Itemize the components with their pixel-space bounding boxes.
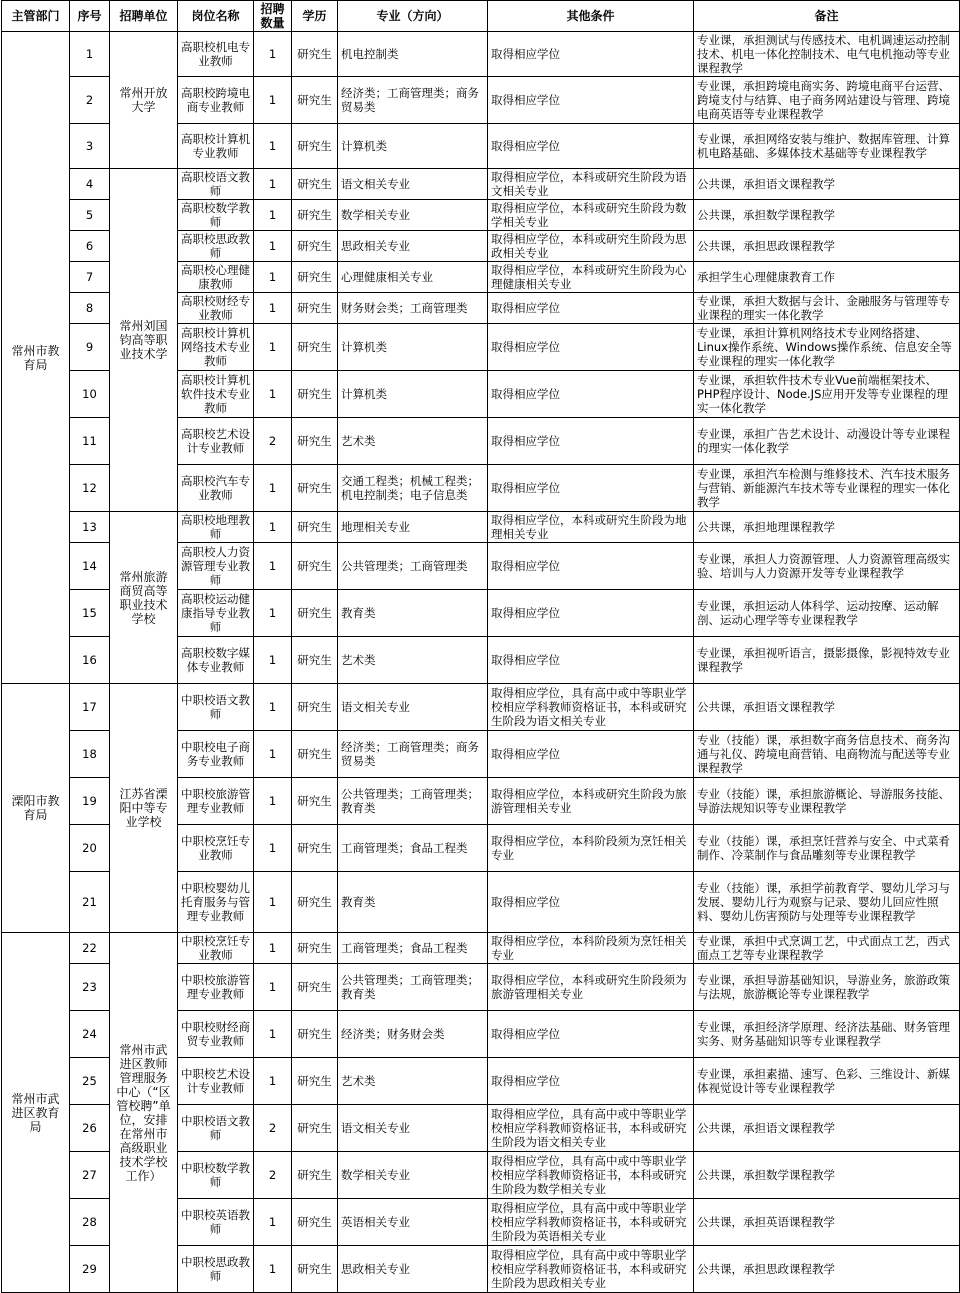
table-row xyxy=(2,933,960,964)
notes-cell: 公共课，承担语文课程教学 xyxy=(694,684,960,731)
row-number: 3 xyxy=(70,124,110,169)
notes-cell: 专业课，承担计算机网络技术专业网络搭建、Linux操作系统、Windows操作系统、信息安全等专业课程的理实一体化教学 xyxy=(694,324,960,371)
count-cell: 1 xyxy=(254,231,292,262)
conditions-cell: 取得相应学位 xyxy=(488,371,694,418)
table-row xyxy=(2,512,960,543)
education-cell: 研究生 xyxy=(292,1246,338,1293)
table-body xyxy=(2,32,960,1293)
position-cell: 高职校计算机网络技术专业教师 xyxy=(178,324,254,371)
position-cell: 高职校汽车专业教师 xyxy=(178,465,254,512)
major-cell: 经济类；工商管理类；商务贸易类 xyxy=(338,731,488,778)
count-cell: 1 xyxy=(254,324,292,371)
count-cell: 2 xyxy=(254,1105,292,1152)
education-cell: 研究生 xyxy=(292,684,338,731)
major-cell: 教育类 xyxy=(338,590,488,637)
major-cell: 经济类；财务财会类 xyxy=(338,1011,488,1058)
row-number: 18 xyxy=(70,731,110,778)
major-cell: 工商管理类；食品工程类 xyxy=(338,825,488,872)
table-row xyxy=(2,169,960,200)
header-major: 专业（方向） xyxy=(338,1,488,32)
education-cell: 研究生 xyxy=(292,371,338,418)
notes-cell: 专业课，承担软件技术专业Vue前端框架技术、PHP程序设计、Node.JS应用开发等专业课程的理实一体化教学 xyxy=(694,371,960,418)
count-cell: 1 xyxy=(254,512,292,543)
count-cell: 1 xyxy=(254,933,292,964)
row-number: 6 xyxy=(70,231,110,262)
row-number: 5 xyxy=(70,200,110,231)
position-cell: 中职校数学教师 xyxy=(178,1152,254,1199)
count-cell: 2 xyxy=(254,418,292,465)
notes-cell: 公共课，承担语文课程教学 xyxy=(694,169,960,200)
major-cell: 语文相关专业 xyxy=(338,169,488,200)
row-number: 9 xyxy=(70,324,110,371)
conditions-cell: 取得相应学位，本科阶段须为烹饪相关专业 xyxy=(488,933,694,964)
major-cell: 思政相关专业 xyxy=(338,1246,488,1293)
position-cell: 高职校跨境电商专业教师 xyxy=(178,77,254,124)
conditions-cell: 取得相应学位 xyxy=(488,543,694,590)
row-number: 15 xyxy=(70,590,110,637)
major-cell: 语文相关专业 xyxy=(338,1105,488,1152)
education-cell: 研究生 xyxy=(292,933,338,964)
major-cell: 公共管理类；工商管理类；教育类 xyxy=(338,778,488,825)
major-cell: 机电控制类 xyxy=(338,32,488,77)
unit-cell: 常州旅游商贸高等职业技术学校 xyxy=(110,512,178,684)
row-number: 28 xyxy=(70,1199,110,1246)
conditions-cell: 取得相应学位，具有高中或中等职业学校相应学科教师资格证书，本科或研究生阶段为英语相关专业 xyxy=(488,1199,694,1246)
conditions-cell: 取得相应学位 xyxy=(488,293,694,324)
education-cell: 研究生 xyxy=(292,77,338,124)
header-dept: 主管部门 xyxy=(2,1,70,32)
conditions-cell: 取得相应学位，本科或研究生阶段为心理健康相关专业 xyxy=(488,262,694,293)
count-cell: 1 xyxy=(254,731,292,778)
count-cell: 1 xyxy=(254,32,292,77)
row-number: 27 xyxy=(70,1152,110,1199)
position-cell: 中职校思政教师 xyxy=(178,1246,254,1293)
notes-cell: 公共课，承担语文课程教学 xyxy=(694,1105,960,1152)
row-number: 29 xyxy=(70,1246,110,1293)
major-cell: 心理健康相关专业 xyxy=(338,262,488,293)
position-cell: 中职校语文教师 xyxy=(178,684,254,731)
education-cell: 研究生 xyxy=(292,872,338,933)
count-cell: 1 xyxy=(254,293,292,324)
notes-cell: 专业课，承担经济学原理、经济法基础、财务管理实务、财务基础知识等专业课程教学 xyxy=(694,1011,960,1058)
conditions-cell: 取得相应学位 xyxy=(488,324,694,371)
position-cell: 中职校旅游管理专业教师 xyxy=(178,964,254,1011)
major-cell: 艺术类 xyxy=(338,637,488,684)
conditions-cell: 取得相应学位 xyxy=(488,77,694,124)
education-cell: 研究生 xyxy=(292,465,338,512)
notes-cell: 公共课，承担思政课程教学 xyxy=(694,231,960,262)
row-number: 19 xyxy=(70,778,110,825)
count-cell: 1 xyxy=(254,872,292,933)
row-number: 14 xyxy=(70,543,110,590)
dept-cell: 溧阳市教育局 xyxy=(2,684,70,933)
position-cell: 高职校地理教师 xyxy=(178,512,254,543)
count-cell: 1 xyxy=(254,964,292,1011)
major-cell: 地理相关专业 xyxy=(338,512,488,543)
major-cell: 经济类；工商管理类；商务贸易类 xyxy=(338,77,488,124)
major-cell: 思政相关专业 xyxy=(338,231,488,262)
conditions-cell: 取得相应学位，本科或研究生阶段为思政相关专业 xyxy=(488,231,694,262)
count-cell: 1 xyxy=(254,684,292,731)
header-count: 招聘数量 xyxy=(254,1,292,32)
conditions-cell: 取得相应学位 xyxy=(488,418,694,465)
dept-cell: 常州市教育局 xyxy=(2,32,70,684)
notes-cell: 公共课，承担思政课程教学 xyxy=(694,1246,960,1293)
conditions-cell: 取得相应学位，具有高中或中等职业学校相应学科教师资格证书，本科或研究生阶段为语文相关专业 xyxy=(488,684,694,731)
education-cell: 研究生 xyxy=(292,32,338,77)
row-number: 16 xyxy=(70,637,110,684)
count-cell: 1 xyxy=(254,262,292,293)
major-cell: 艺术类 xyxy=(338,1058,488,1105)
major-cell: 公共管理类；工商管理类；教育类 xyxy=(338,964,488,1011)
table-row xyxy=(2,684,960,731)
conditions-cell: 取得相应学位 xyxy=(488,637,694,684)
count-cell: 1 xyxy=(254,1058,292,1105)
major-cell: 计算机类 xyxy=(338,324,488,371)
conditions-cell: 取得相应学位，具有高中或中等职业学校相应学科教师资格证书，本科或研究生阶段为数学相关专业 xyxy=(488,1152,694,1199)
notes-cell: 专业课，承担中式烹调工艺，中式面点工艺，西式面点工艺等专业课程教学 xyxy=(694,933,960,964)
header-unit: 招聘单位 xyxy=(110,1,178,32)
conditions-cell: 取得相应学位 xyxy=(488,1011,694,1058)
header-conditions: 其他条件 xyxy=(488,1,694,32)
position-cell: 高职校计算机软件技术专业教师 xyxy=(178,371,254,418)
major-cell: 计算机类 xyxy=(338,371,488,418)
row-number: 26 xyxy=(70,1105,110,1152)
count-cell: 1 xyxy=(254,371,292,418)
education-cell: 研究生 xyxy=(292,731,338,778)
major-cell: 数学相关专业 xyxy=(338,1152,488,1199)
position-cell: 高职校思政教师 xyxy=(178,231,254,262)
education-cell: 研究生 xyxy=(292,418,338,465)
row-number: 22 xyxy=(70,933,110,964)
position-cell: 中职校烹饪专业教师 xyxy=(178,933,254,964)
notes-cell: 专业（技能）课，承担旅游概论、导游服务技能、导游法规知识等专业课程教学 xyxy=(694,778,960,825)
major-cell: 计算机类 xyxy=(338,124,488,169)
position-cell: 中职校语文教师 xyxy=(178,1105,254,1152)
conditions-cell: 取得相应学位 xyxy=(488,124,694,169)
conditions-cell: 取得相应学位 xyxy=(488,32,694,77)
notes-cell: 专业课，承担网络安装与维护、数据库管理、计算机电路基础、多媒体技术基础等专业课程教学 xyxy=(694,124,960,169)
major-cell: 语文相关专业 xyxy=(338,684,488,731)
notes-cell: 公共课，承担地理课程教学 xyxy=(694,512,960,543)
notes-cell: 专业课，承担大数据与会计、金融服务与管理等专业课程的理实一体化教学 xyxy=(694,293,960,324)
count-cell: 1 xyxy=(254,1199,292,1246)
position-cell: 高职校心理健康教师 xyxy=(178,262,254,293)
major-cell: 英语相关专业 xyxy=(338,1199,488,1246)
conditions-cell: 取得相应学位，具有高中或中等职业学校相应学科教师资格证书，本科或研究生阶段为思政相关专业 xyxy=(488,1246,694,1293)
education-cell: 研究生 xyxy=(292,1058,338,1105)
education-cell: 研究生 xyxy=(292,543,338,590)
position-cell: 中职校婴幼儿托育服务与管理专业教师 xyxy=(178,872,254,933)
education-cell: 研究生 xyxy=(292,1011,338,1058)
count-cell: 1 xyxy=(254,778,292,825)
conditions-cell: 取得相应学位 xyxy=(488,1058,694,1105)
position-cell: 高职校运动健康指导专业教师 xyxy=(178,590,254,637)
count-cell: 1 xyxy=(254,200,292,231)
count-cell: 1 xyxy=(254,169,292,200)
header-row xyxy=(2,1,960,32)
count-cell: 1 xyxy=(254,637,292,684)
education-cell: 研究生 xyxy=(292,1152,338,1199)
unit-cell: 常州开放大学 xyxy=(110,32,178,169)
conditions-cell: 取得相应学位，本科或研究生阶段为数学相关专业 xyxy=(488,200,694,231)
row-number: 4 xyxy=(70,169,110,200)
position-cell: 高职校人力资源管理专业教师 xyxy=(178,543,254,590)
header-notes: 备注 xyxy=(694,1,960,32)
education-cell: 研究生 xyxy=(292,262,338,293)
notes-cell: 专业（技能）课，承担烹饪营养与安全、中式菜肴制作、冷菜制作与食品雕刻等专业课程教学 xyxy=(694,825,960,872)
row-number: 12 xyxy=(70,465,110,512)
notes-cell: 专业（技能）课，承担数字商务信息技术、商务沟通与礼仪、跨境电商营销、电商物流与配送等专业课程教学 xyxy=(694,731,960,778)
count-cell: 1 xyxy=(254,124,292,169)
education-cell: 研究生 xyxy=(292,637,338,684)
conditions-cell: 取得相应学位，本科或研究生阶段为旅游管理相关专业 xyxy=(488,778,694,825)
notes-cell: 公共课，承担英语课程教学 xyxy=(694,1199,960,1246)
notes-cell: 专业课，承担人力资源管理、人力资源管理高级实验、培训与人力资源开发等专业课程教学 xyxy=(694,543,960,590)
position-cell: 高职校数字媒体专业教师 xyxy=(178,637,254,684)
row-number: 20 xyxy=(70,825,110,872)
header-no: 序号 xyxy=(70,1,110,32)
education-cell: 研究生 xyxy=(292,200,338,231)
major-cell: 财务财会类；工商管理类 xyxy=(338,293,488,324)
count-cell: 2 xyxy=(254,1152,292,1199)
education-cell: 研究生 xyxy=(292,124,338,169)
row-number: 11 xyxy=(70,418,110,465)
major-cell: 教育类 xyxy=(338,872,488,933)
row-number: 13 xyxy=(70,512,110,543)
row-number: 10 xyxy=(70,371,110,418)
count-cell: 1 xyxy=(254,465,292,512)
notes-cell: 承担学生心理健康教育工作 xyxy=(694,262,960,293)
education-cell: 研究生 xyxy=(292,293,338,324)
position-cell: 高职校计算机专业教师 xyxy=(178,124,254,169)
count-cell: 1 xyxy=(254,77,292,124)
dept-cell: 常州市武进区教育局 xyxy=(2,933,70,1293)
notes-cell: 公共课，承担数学课程教学 xyxy=(694,1152,960,1199)
notes-cell: 公共课，承担数学课程教学 xyxy=(694,200,960,231)
conditions-cell: 取得相应学位 xyxy=(488,731,694,778)
position-cell: 中职校英语教师 xyxy=(178,1199,254,1246)
major-cell: 公共管理类；工商管理类 xyxy=(338,543,488,590)
count-cell: 1 xyxy=(254,1011,292,1058)
notes-cell: 专业课，承担跨境电商实务、跨境电商平台运营、跨境支付与结算、电子商务网站建设与管理、跨境电商英语等专业课程教学 xyxy=(694,77,960,124)
major-cell: 工商管理类；食品工程类 xyxy=(338,933,488,964)
education-cell: 研究生 xyxy=(292,324,338,371)
notes-cell: 专业课，承担测试与传感技术、电机调速运动控制技术、机电一体化控制技术、电气电机拖动等专业课程教学 xyxy=(694,32,960,77)
row-number: 23 xyxy=(70,964,110,1011)
row-number: 24 xyxy=(70,1011,110,1058)
education-cell: 研究生 xyxy=(292,1105,338,1152)
row-number: 25 xyxy=(70,1058,110,1105)
position-cell: 中职校艺术设计专业教师 xyxy=(178,1058,254,1105)
conditions-cell: 取得相应学位，具有高中或中等职业学校相应学科教师资格证书，本科或研究生阶段为语文相关专业 xyxy=(488,1105,694,1152)
major-cell: 数学相关专业 xyxy=(338,200,488,231)
education-cell: 研究生 xyxy=(292,778,338,825)
position-cell: 高职校语文教师 xyxy=(178,169,254,200)
position-cell: 中职校旅游管理专业教师 xyxy=(178,778,254,825)
row-number: 17 xyxy=(70,684,110,731)
table-row xyxy=(2,32,960,77)
education-cell: 研究生 xyxy=(292,590,338,637)
count-cell: 1 xyxy=(254,543,292,590)
notes-cell: 专业课，承担汽车检测与维修技术、汽车技术服务与营销、新能源汽车技术等专业课程的理实一体化教学 xyxy=(694,465,960,512)
notes-cell: 专业（技能）课，承担学前教育学、婴幼儿学习与发展、婴幼儿行为观察与记录、婴幼儿回应性照料、婴幼儿伤害预防与处理等专业课程教学 xyxy=(694,872,960,933)
major-cell: 艺术类 xyxy=(338,418,488,465)
row-number: 2 xyxy=(70,77,110,124)
row-number: 8 xyxy=(70,293,110,324)
position-cell: 中职校电子商务专业教师 xyxy=(178,731,254,778)
position-cell: 中职校财经商贸专业教师 xyxy=(178,1011,254,1058)
notes-cell: 专业课，承担视听语言，摄影摄像，影视特效专业课程教学 xyxy=(694,637,960,684)
position-cell: 高职校数学教师 xyxy=(178,200,254,231)
position-cell: 高职校艺术设计专业教师 xyxy=(178,418,254,465)
row-number: 1 xyxy=(70,32,110,77)
header-education: 学历 xyxy=(292,1,338,32)
position-cell: 高职校财经专业教师 xyxy=(178,293,254,324)
notes-cell: 专业课，承担广告艺术设计、动漫设计等专业课程的理实一体化教学 xyxy=(694,418,960,465)
header-position: 岗位名称 xyxy=(178,1,254,32)
unit-cell: 江苏省溧阳中等专业学校 xyxy=(110,684,178,933)
conditions-cell: 取得相应学位，本科或研究生阶段须为旅游管理相关专业 xyxy=(488,964,694,1011)
conditions-cell: 取得相应学位，本科阶段须为烹饪相关专业 xyxy=(488,825,694,872)
count-cell: 1 xyxy=(254,590,292,637)
unit-cell: 常州市武进区教师管理服务中心（“区管校聘”单位，安排在常州市高级职业技术学校工作） xyxy=(110,933,178,1293)
unit-cell: 常州刘国钧高等职业技术学 xyxy=(110,169,178,512)
position-cell: 高职校机电专业教师 xyxy=(178,32,254,77)
major-cell: 交通工程类；机械工程类；机电控制类；电子信息类 xyxy=(338,465,488,512)
conditions-cell: 取得相应学位 xyxy=(488,465,694,512)
education-cell: 研究生 xyxy=(292,964,338,1011)
count-cell: 1 xyxy=(254,1246,292,1293)
position-cell: 中职校烹饪专业教师 xyxy=(178,825,254,872)
education-cell: 研究生 xyxy=(292,825,338,872)
conditions-cell: 取得相应学位 xyxy=(488,872,694,933)
recruitment-table xyxy=(1,0,960,1293)
education-cell: 研究生 xyxy=(292,512,338,543)
education-cell: 研究生 xyxy=(292,169,338,200)
conditions-cell: 取得相应学位，本科或研究生阶段为语文相关专业 xyxy=(488,169,694,200)
education-cell: 研究生 xyxy=(292,231,338,262)
conditions-cell: 取得相应学位 xyxy=(488,590,694,637)
notes-cell: 专业课，承担素描、速写、色彩、三维设计、新媒体视觉设计等专业课程教学 xyxy=(694,1058,960,1105)
row-number: 7 xyxy=(70,262,110,293)
notes-cell: 专业课，承担运动人体科学、运动按摩、运动解剖、运动心理学等专业课程教学 xyxy=(694,590,960,637)
notes-cell: 专业课，承担导游基础知识，导游业务，旅游政策与法规，旅游概论等专业课程教学 xyxy=(694,964,960,1011)
conditions-cell: 取得相应学位，本科或研究生阶段为地理相关专业 xyxy=(488,512,694,543)
row-number: 21 xyxy=(70,872,110,933)
count-cell: 1 xyxy=(254,825,292,872)
education-cell: 研究生 xyxy=(292,1199,338,1246)
